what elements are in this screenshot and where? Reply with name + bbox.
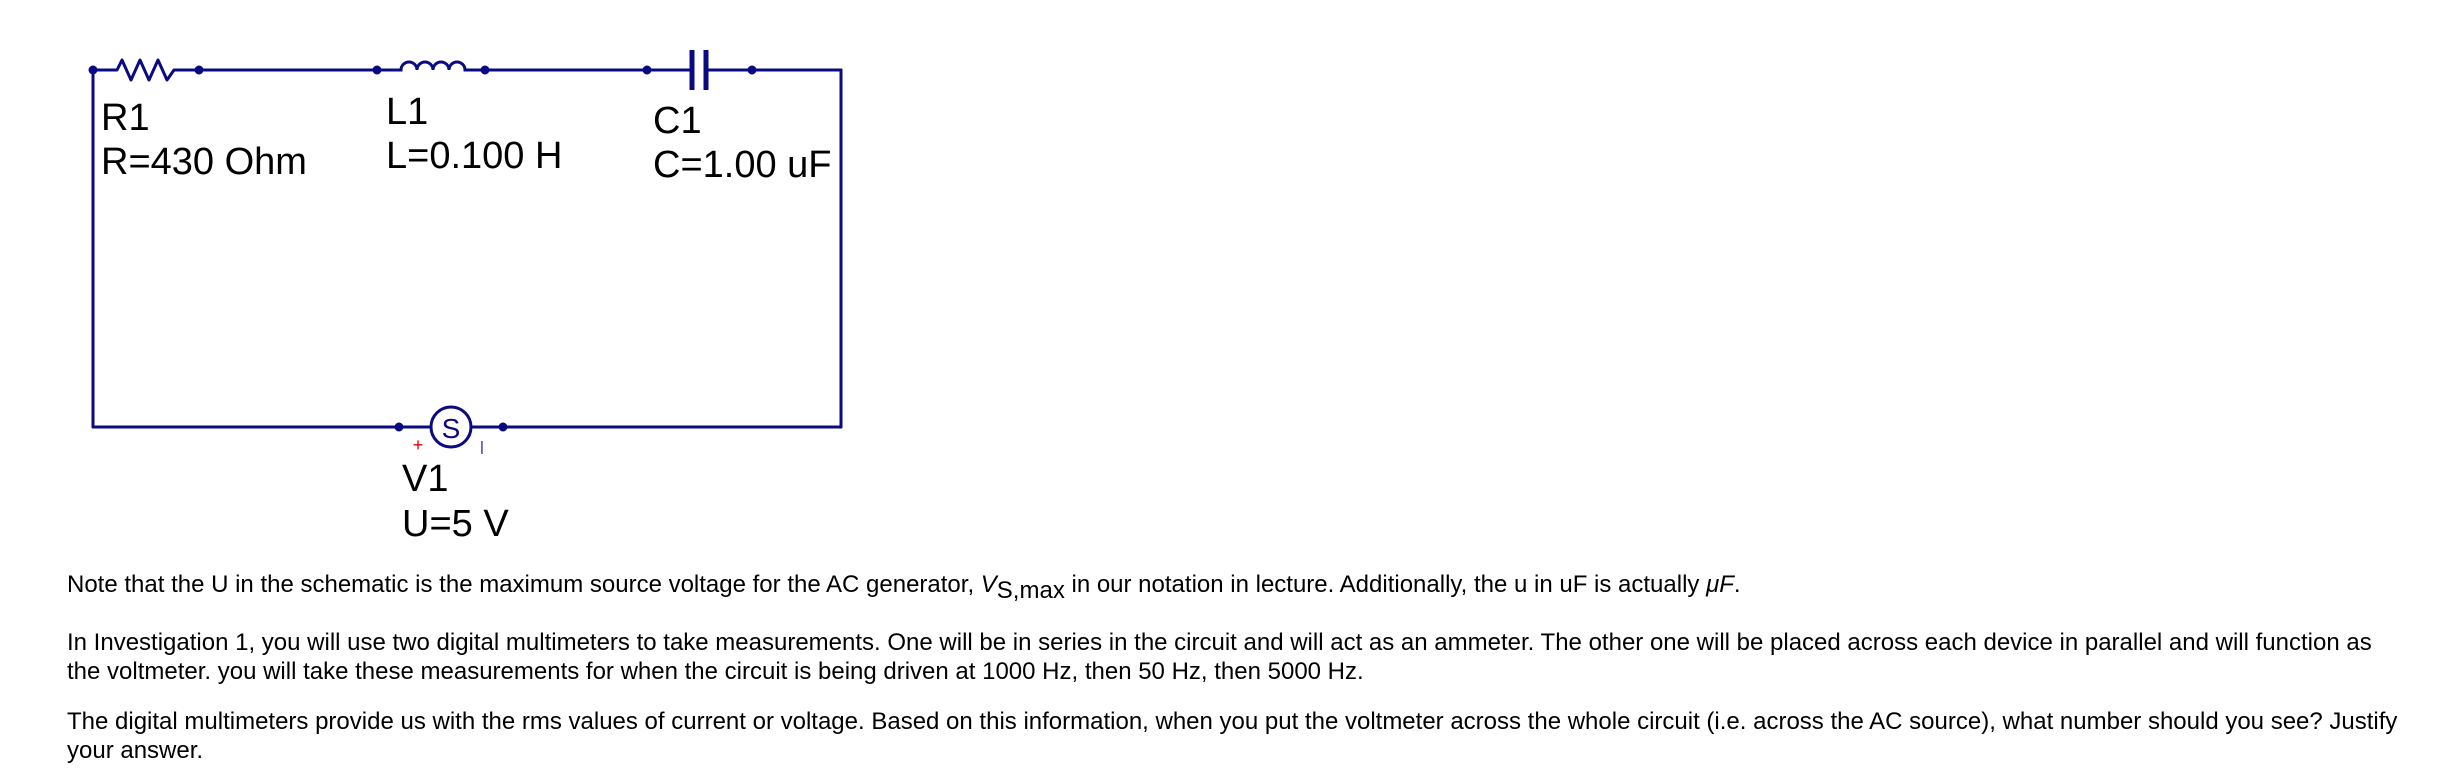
resistor-r1 xyxy=(90,60,202,80)
source-glyph: S xyxy=(441,413,461,444)
inductor-l1 xyxy=(374,62,488,73)
note-text-3: . xyxy=(1733,571,1741,598)
vsmax-subscript: S,max xyxy=(996,576,1065,604)
source-minus-sign: | xyxy=(480,438,484,454)
v1-name-label: V1 xyxy=(402,458,449,500)
vsmax-symbol: V xyxy=(980,571,997,598)
investigation-paragraph: In Investigation 1, you will use two digital multimeters to take measurements. One will be in series in the circuit and will act as an ammeter. The other one will be placed across each device in parallel and will function as the voltmeter. you will take these measurements for when the circuit is being driven at 1000 Hz, then 50 Hz, then 5000 Hz. xyxy=(67,629,2372,685)
r1-value-label: R=430 Ohm xyxy=(101,141,307,183)
r1-name-label: R1 xyxy=(101,97,150,139)
c1-name-label: C1 xyxy=(653,100,702,142)
question-paragraph: The digital multimeters provide us with the rms values of current or voltage. Based on this information, when you put the voltmeter across the whole circuit (i.e. across the AC source), what number should you see? Justify your answer. xyxy=(67,708,2398,764)
circuit-schematic xyxy=(0,0,900,560)
v1-value-label: U=5 V xyxy=(402,503,509,545)
l1-value-label: L=0.100 H xyxy=(386,135,563,177)
c1-value-label: C=1.00 uF xyxy=(653,144,832,186)
note-text-2: in our notation in lecture. Additionally, the u in uF is actually xyxy=(1064,571,1707,598)
micro-farad-unit: μF xyxy=(1706,571,1734,598)
capacitor-c1 xyxy=(644,50,755,90)
note-paragraph xyxy=(67,570,2407,605)
source-plus-sign: + xyxy=(412,435,424,455)
note-text-1: Note that the U in the schematic is the maximum source voltage for the AC generator, xyxy=(67,571,981,598)
l1-name-label: L1 xyxy=(386,91,429,133)
